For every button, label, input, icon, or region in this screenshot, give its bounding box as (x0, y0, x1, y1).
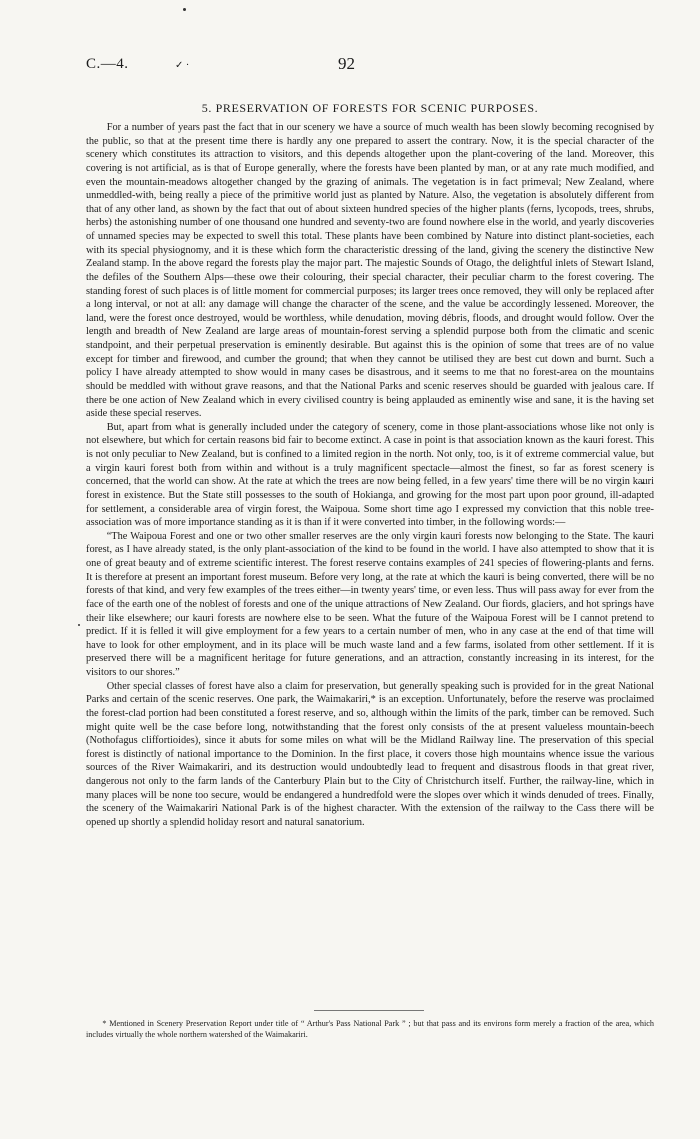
body-text (86, 121, 654, 830)
footnote-text: * Mentioned in Scenery Preservation Report under title of “ Arthur's Pass National Park ” ; but that pass and its environs form merely a fraction of the area, which includes virtually the whole northern watershed of the Waimakariri. (86, 1019, 654, 1039)
page-number: 92 (338, 54, 355, 73)
section-title: 5. PRESERVATION OF FORESTS FOR SCENIC PURPOSES. (201, 101, 539, 115)
footnote-rule (314, 1010, 424, 1011)
footnote (86, 1018, 654, 1040)
ink-speck (183, 8, 186, 11)
stray-mark: ✓ · (175, 60, 190, 71)
paragraph: But, apart from what is generally included under the category of scenery, come in those plant-associations whose like not only is not elsewhere, but which for certain reasons bid fair to become extinct. A case in point is that association known as the kauri forest. This is not only peculiar to New Zealand, but is confined to a limited region in the north. Not only, too, is it of extreme commercial value, but a virgin kauri forest both from within and without is a truly magnificent spectacle—almost the finest, so far as forest scenery is concerned, that the world can show. At the rate at which the trees are now being felled, in a few years' time there will be no virgin kauri forest in existence. But the State still possesses to the south of Hokianga, and growing for the most part upon poor ground, ill-adapted for settlement, a considerable area of virgin forest, the Waipoua. Some short time ago I expressed my conviction that this noble tree-association was of more importance standing as it is than if it were converted into timber, in the following words:— (86, 421, 654, 529)
report-code: C.—4. (86, 56, 129, 72)
ink-speck (78, 624, 80, 626)
paragraph: Other special classes of forest have also a claim for preservation, but generally speaking such is provided for in the great National Parks and certain of the scenic reserves. One park, the Waimakariri,* is an exception. Unfortunately, before the reserve was proclaimed the forest-clad portion had been constituted a forest reserve, and so, although within the limits of the park, timber can be removed. Such might quite well be the case before long, notwithstanding that the forest only consists of the at present valueless mountain-beech (Nothofagus cliffortioides), since it abuts for some miles on what will be the Midland Railway line. The preservation of this special forest is distinctly of national importance to the Dominion. In the first place, it covers those high mountains whence issue the various sources of the River Waimakariri, and its destruction would undoubtedly lead to frequent and disastrous floods in that great river, dangerous not only to the farm lands of the Canterbury Plain but to the City of Christchurch itself. Further, the railway-line, which in many places will be none too secure, would be endangered a hundredfold were the slopes over which it winds denuded of trees. Finally, the scenery of the Waimakariri National Park is of the highest character. With the extension of the railway to the Cass there will be opened up shortly a splendid holiday resort and natural sanatorium. (86, 680, 654, 828)
paragraph: For a number of years past the fact that in our scenery we have a source of much wealth has been slowly becoming recognised by the public, so that at the present time there is hardly any one prepared to assert the contrary. Now, it is the special character of the scenery which constitutes its attraction to visitors, and this depends altogether upon the plant-covering of the land. Moreover, this covering is not artificial, as is that of Europe generally, where the forests have been planted by man, or at any rate much modified, and even the mountain-meadows altogether changed by the grazing of animals. The vegetation is in fact primeval; New Zealand, where unmeddled-with, being really a piece of the primitive world just as planted by Nature. Also, the vegetation is absolutely different from that of any other land, as shown by the fact that out of about sixteen hundred species of the higher plants (ferns, lycopods, trees, shrubs, herbs) the astonishing number of one thousand one hundred and seventy-two are found nowhere else in the world, and yearly discoveries of unnamed species may be expected to swell this total. These plants have been combined by Nature into distinct plant-societies, each with its special physiognomy, and it is these which form the characteristic dressing of the land, giving the scenery the distinctive New Zealand stamp. In the above regard the forests play the major part. The majestic Sounds of Otago, the delightful inlets of Stewart Island, the defiles of the Southern Alps—these owe their colouring, their special character, their peculiar charm to the forest covering. The standing forest of such places is of little moment for commercial purposes; its larger trees once removed, they will only be replaced after a long interval, or not at all: any damage will change the character of the scene, and the value be accordingly lessened. Moreover, the land, were the forest once destroyed, would be worthless, while denudation, moving débris, floods, and drought would follow. Over the length and breadth of New Zealand are large areas of mountain-forest serving a splendid purpose both from the climatic and scenic standpoint, and their perpetual preservation is eminently desirable. But against this is the opinion of some that trees are of no value except for timber and firewood, and cumber the ground; that when they cannot be utilised they are best cut down and burnt. Such a policy I have already attempted to show would in many cases be disastrous, and it seems to me that no forest-area on the mountains should be meddled with without grave reasons, and that the National Parks and scenic reserves should be guarded with jealous care. If there be one action of New Zealand which in every civilised country is being applauded as eminently wise and sane, it is the having set aside these special reserves. (86, 122, 654, 420)
quoted-paragraph: “The Waipoua Forest and one or two other smaller reserves are the only virgin kauri forests now belonging to the State. The kauri forest, as I have already stated, is the only plant-association of the kind to be found in the world. I have also attempted to show that it is one of great beauty and of extreme scientific interest. The forest reserve contains examples of 241 species of flowering-plants and ferns. It is therefore at present an important forest museum. Before very long, at the rate at which the kauri is being converted, there will be no forests of that kind, and very few examples of the trees either—in twenty years' time, or even less. Thus will pass away for ever from the face of the earth one of the noblest of forests and one of the unique attractions of New Zealand. Our fiords, glaciers, and hot springs have their like elsewhere; our kauri forests are nowhere else to be seen. What the future of the Waipoua Forest will be I cannot pretend to predict. If it is felled it will give employment for a few years to a certain number of men, who in any case at the end of that time will have to look for other employment, and in its place will be much waste land and a few farms, isolated from other settlement. If it is preserved there will be a magnificent heritage for future generations, and an attraction, constantly increasing in its interest, for the visitors to our shores.” (86, 530, 654, 678)
